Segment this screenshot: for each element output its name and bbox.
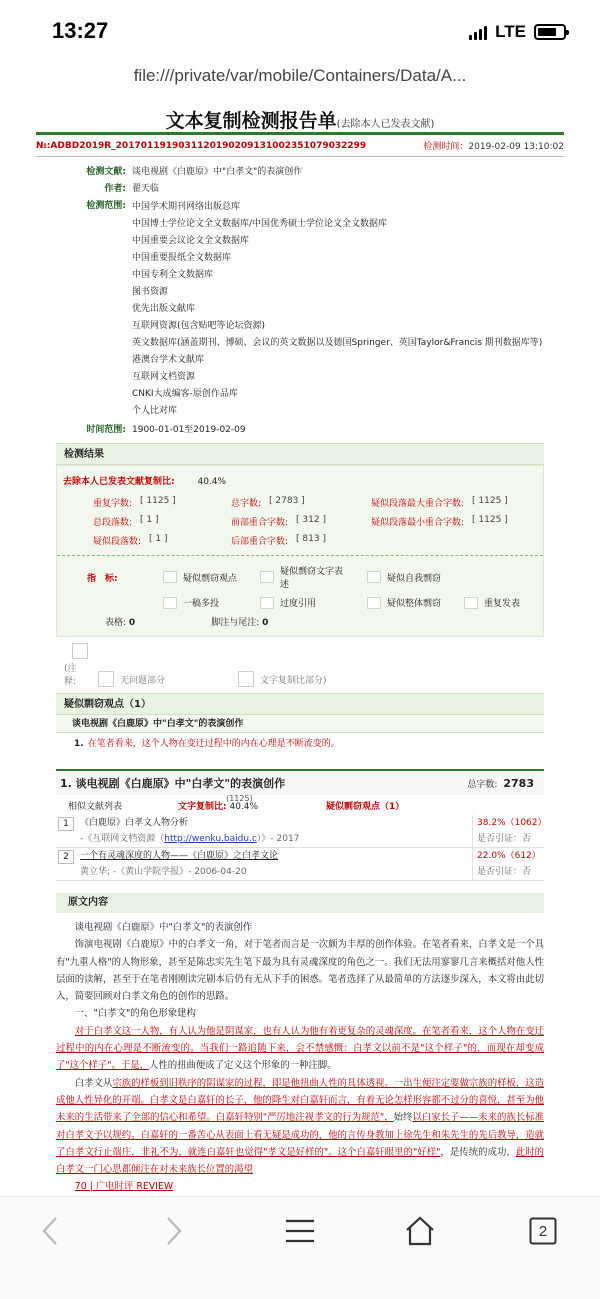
- original-section-title: 一、"白孝文"的角色形象建构: [74, 1008, 196, 1020]
- chevron-left-icon: [40, 1216, 60, 1246]
- suspect-subheading: 谈电视剧《白鹿原》中"白孝文"的表演创作: [56, 715, 544, 733]
- col-ratio-extra: (1125): [226, 793, 253, 803]
- copy-ratio-row: [57, 472, 543, 492]
- indicator-item: [464, 596, 543, 609]
- indicator-text: 疑似整体剽窃: [386, 599, 441, 609]
- indicator-item: [260, 596, 367, 609]
- footnotes-value: 0: [262, 618, 269, 628]
- report-time: [423, 139, 564, 152]
- source-prefix: -《互联网文档资源（: [80, 834, 165, 844]
- original-paragraph: [56, 1178, 544, 1195]
- range-item: 个人比对库: [132, 406, 178, 416]
- report-number-row: [36, 135, 564, 157]
- range-item: 中国专利全文数据库: [132, 270, 214, 280]
- tabs-button[interactable]: [523, 1211, 563, 1251]
- info-row-author: [36, 182, 564, 196]
- stat-value: [ 1 ]: [140, 515, 159, 525]
- copied-text: 宗族的样板到旧秩序的阴谋家的过程，即是他扭曲人性的具体透视。一出生便注定要做宗族的样板，这造成他人性异化的开端。白孝文是白嘉轩的长子，他的降生对白嘉轩而言，有着无论怎样形容都不过分的喜悦，甚至为他未来的生活带来了全部的信心和希望。白嘉轩特别"严厉地注视孝文的行为规范"，: [56, 1077, 544, 1124]
- stat-cell: [231, 496, 371, 509]
- similar-doc-info: [80, 848, 472, 880]
- stat-cell: [93, 515, 231, 528]
- indicator-swatch: [367, 571, 381, 583]
- signal-icon: [469, 24, 487, 40]
- stat-label: 疑似段落最大重合字数:: [371, 499, 465, 509]
- indicator-label: 指 标:: [87, 573, 118, 584]
- original-paragraph: [56, 1023, 544, 1075]
- stat-cell: [371, 515, 543, 528]
- stat-value: [ 2783 ]: [269, 496, 305, 506]
- period-label: 时间范围:: [86, 425, 126, 435]
- range-item: 中国重要会议论文全文数据库: [132, 236, 250, 246]
- range-item: 港澳台学术文献库: [132, 355, 205, 365]
- similar-doc-name[interactable]: 一个有灵魂深度的人物——《白鹿原》之白孝文论: [80, 851, 279, 861]
- stat-cell: [231, 515, 371, 528]
- original-title-line: 谈电视剧《白鹿原》中"白孝文"的表演创作: [74, 922, 253, 933]
- note-copy-part: 文字复制比部分): [260, 676, 327, 686]
- range-item: 中国博士学位论文全文数据库/中国优秀硕士学位论文全文数据库: [132, 219, 388, 229]
- similar-doc-pct: 38.2%（1062）: [477, 818, 547, 828]
- note-swatch-ok: [98, 671, 114, 687]
- menu-button[interactable]: [280, 1211, 320, 1251]
- report-title-note: (去除本人已发表文献): [336, 119, 435, 130]
- indicator-item: [367, 571, 464, 584]
- stat-value: [ 1125 ]: [472, 515, 508, 525]
- indicator-text: 疑似剽窃观点: [183, 573, 238, 584]
- copied-text: 此时的白孝文一门心思都倾注在对未来族长位置的渴望: [56, 1146, 544, 1176]
- stat-value: [ 1125 ]: [472, 496, 508, 506]
- range-item: 英文数据库(涵盖期刊、博硕、会议的英文数据以及德国Springer、英国Taylor&Francis 期刊数据库等): [132, 338, 543, 348]
- indicator-text: 重复发表: [483, 599, 520, 609]
- status-time: 13:27: [52, 18, 109, 43]
- similar-doc-pct: 22.0%（612）: [477, 851, 541, 861]
- range-item: 中国重要报纸全文数据库: [132, 253, 232, 263]
- stats-grid: [57, 492, 543, 551]
- col-points-label: 疑似剽窃观点（1）: [326, 801, 405, 812]
- stat-label: 总字数:: [231, 499, 262, 509]
- col-points: [326, 799, 404, 812]
- copy-ratio-value: 40.4%: [197, 477, 227, 487]
- stat-label: 疑似段落最小重合字数:: [371, 518, 465, 528]
- url-text[interactable]: file:///private/var/mobile/Containers/Data/A...: [133, 66, 467, 85]
- similar-doc-row[interactable]: [56, 848, 544, 881]
- report-title-text: 文本复制检测报告单: [165, 110, 337, 132]
- suspect-point-no: 1.: [74, 739, 84, 749]
- home-icon: [405, 1216, 435, 1246]
- range-item: CNKI大成编客-原创作品库: [132, 389, 238, 399]
- similar-doc-name[interactable]: 《白鹿原》白孝文人物分析: [80, 818, 189, 828]
- results-divider: [57, 555, 543, 556]
- indicator-legend: [57, 560, 543, 615]
- indicator-swatch: [163, 597, 177, 609]
- similar-doc-stats: [472, 815, 547, 847]
- indicator-text: 一稿多投: [183, 599, 220, 609]
- indicator-item: [260, 564, 367, 590]
- results-stats: [57, 466, 543, 551]
- original-heading: 原文内容: [56, 893, 544, 913]
- copied-text: 以白家长子——未来的族长标准对白孝文予以规约。白嘉轩的一番苦心从表面上看无疑是成功的，他的言传身教加上徐先生和朱先生的先后教导，造就了白孝文行止端庄，非礼不为，就连白嘉轩也觉得"孝文是好样的"。这个白嘉轩眼里的"好样": [56, 1112, 544, 1158]
- indicator-swatch: [260, 597, 274, 609]
- note-no-issue: 无问题部分: [120, 676, 166, 686]
- results-box: [56, 465, 544, 637]
- menu-icon: [285, 1218, 315, 1244]
- indicator-item: [163, 596, 260, 609]
- indicator-swatch: [163, 571, 177, 583]
- indicator-swatch: [367, 597, 381, 609]
- col-ratio-value: 40.4%: [229, 801, 259, 812]
- legend-note: [56, 637, 544, 693]
- doc-value: 谈电视剧《白鹿原》中"白孝文"的表演创作: [132, 167, 303, 177]
- similar-doc-source: 黄立华; -《黄山学院学报》- 2006-04-20: [80, 867, 247, 877]
- indicator-text: 疑似剽窃文字表述: [280, 567, 344, 590]
- network-label: LTE: [495, 22, 526, 41]
- url-bar[interactable]: [0, 58, 600, 100]
- col-ratio: [178, 793, 326, 812]
- status-indicators: [469, 22, 566, 42]
- report-number: №:ADBD2019R_2017011919031120190209131002351079032299: [36, 140, 367, 151]
- detail-title: 1. 谈电视剧《白鹿原》中"白孝文"的表演创作: [60, 777, 286, 790]
- detail-total-value: 2783: [503, 776, 534, 790]
- range-list: [132, 199, 542, 420]
- original-text: ，是传统的成功，: [440, 1146, 516, 1158]
- home-button[interactable]: [400, 1211, 440, 1251]
- tables-value: 0: [128, 618, 136, 628]
- author-value: 翟天临: [132, 184, 160, 194]
- stat-value: [ 312 ]: [296, 515, 326, 525]
- report-time-value: 2019-02-09 13:10:02: [468, 142, 564, 152]
- range-label: 检测范围:: [86, 201, 126, 211]
- report-info: [36, 165, 564, 437]
- tables-count: [105, 615, 135, 628]
- detail-header: [56, 769, 544, 795]
- footnotes-count: [211, 615, 268, 628]
- detail-total-label: 总字数:: [467, 779, 498, 790]
- detail-total: [467, 777, 534, 790]
- indicator-item: [163, 571, 260, 584]
- browser-toolbar: [0, 1196, 600, 1299]
- report-document[interactable]: [0, 100, 600, 1196]
- stat-label: 重复字数:: [93, 499, 133, 509]
- note-label: (注 释:: [64, 664, 77, 687]
- range-item: 互联网文档资源: [132, 372, 196, 382]
- indicator-text: 过度引用: [280, 599, 317, 609]
- range-item: 优先出版文献库: [132, 304, 196, 314]
- col-ratio-label: 文字复制比:: [178, 801, 227, 812]
- similar-doc-info: [80, 815, 472, 847]
- stat-value: [ 1 ]: [149, 534, 168, 544]
- tables-label: 表格:: [105, 618, 127, 628]
- similar-doc-row[interactable]: [56, 815, 547, 848]
- results-heading: 检测结果: [56, 443, 544, 465]
- range-item: 中国学术期刊网络出版总库: [132, 202, 241, 212]
- similar-doc-index: 2: [58, 850, 74, 864]
- detail-columns: [56, 795, 544, 815]
- copy-ratio-label: 去除本人已发表文献复制比:: [63, 477, 175, 487]
- info-row-range: [36, 199, 564, 420]
- original-text: 白孝文从: [74, 1077, 113, 1089]
- source-suffix: ）》- 2017: [256, 834, 300, 844]
- footnotes-label: 脚注与尾注:: [211, 618, 260, 628]
- back-button[interactable]: [30, 1211, 70, 1251]
- battery-icon: [534, 24, 566, 40]
- similar-doc-stats: [472, 848, 544, 880]
- period-value: 1900-01-01至2019-02-09: [132, 425, 246, 435]
- suspect-box: [56, 715, 544, 755]
- tables-row: [57, 615, 543, 636]
- copied-text: 70 | 广电时评 REVIEW: [74, 1181, 174, 1193]
- indicator-swatch: [464, 597, 478, 609]
- col-list: 相似文献列表: [68, 801, 123, 812]
- report-time-label: 检测时间：: [423, 142, 469, 152]
- suspect-heading: 疑似剽窃观点（1）: [56, 693, 544, 715]
- copied-text: 对于白孝文这一人物，有人认为他是阴谋家，也有人认为他有着更复杂的灵魂深度。在笔者看来，这个人物在变迁过程中的内在心理是不断流变的。当我们一路追随下来，会不禁感慨：白孝文以前不是"这个样子"的，而现在却变成了"这个样子"。于是，: [56, 1025, 544, 1072]
- stat-label: 总段落数:: [93, 518, 133, 528]
- stat-cell: [93, 496, 231, 509]
- similar-doc-index: 1: [58, 817, 74, 831]
- info-row-doc: [36, 165, 564, 179]
- report-title: [0, 106, 600, 132]
- chevron-right-icon: [164, 1216, 184, 1246]
- info-row-period: [36, 423, 564, 437]
- indicator-swatch: [260, 571, 274, 583]
- range-item: 图书资源: [132, 287, 169, 297]
- indicator-item: [367, 596, 464, 609]
- similar-doc-source: [80, 831, 472, 847]
- suspect-point-text: 在笔者看来，这个人物在变迁过程中的内在心理是不断流变的。: [87, 739, 340, 749]
- stat-value: [ 813 ]: [296, 534, 326, 544]
- indicator-text: 疑似自我剽窃: [386, 573, 441, 584]
- forward-button[interactable]: [154, 1211, 194, 1251]
- status-bar: [0, 0, 600, 58]
- suspect-point: [56, 733, 544, 755]
- stat-cell: [93, 534, 231, 547]
- similar-doc-cite: 是否引证：否: [477, 867, 532, 877]
- tabs-count: 2: [538, 1222, 548, 1240]
- stat-label: 前部重合字数:: [231, 518, 289, 528]
- source-link[interactable]: http://wenku.baidu.c: [164, 834, 257, 844]
- original-text: 始终: [393, 1112, 413, 1124]
- author-label: 作者:: [104, 184, 126, 194]
- original-paragraph: 饰演电视剧《白鹿原》中的白孝文一角，对于笔者而言是一次颇为丰厚的创作体验。在笔者看来，白孝文是一个具有"九重人格"的人物形象，甚至是陈忠实先生笔下最为具有灵魂深度的角色之一。我们无法用寥寥几言来概括对他人性层面的读解，甚至于在笔者刚刚读完剧本后仍有无从下手的困惑。笔者选择了从最简单的方法逐步深入，本文将由此切入，简要回顾对白孝文角色的创作的思路。: [56, 939, 544, 1003]
- stat-cell: [231, 534, 371, 547]
- range-item: 互联网资源(包含贴吧等论坛资源): [132, 321, 266, 331]
- original-paragraph: [56, 1075, 544, 1179]
- similar-doc-cite: 是否引证：否: [477, 834, 532, 844]
- stat-label: 后部重合字数:: [231, 537, 289, 547]
- stat-label: 疑似段落数:: [93, 537, 142, 547]
- stat-cell: [371, 496, 543, 509]
- stat-value: [ 1125 ]: [140, 496, 176, 506]
- original-text: 人性的扭曲便成了定义这个形象的一种注脚。: [149, 1060, 337, 1072]
- note-swatch-blank: [72, 643, 88, 659]
- note-swatch-copy: [238, 671, 254, 687]
- doc-label: 检测文献:: [86, 167, 126, 177]
